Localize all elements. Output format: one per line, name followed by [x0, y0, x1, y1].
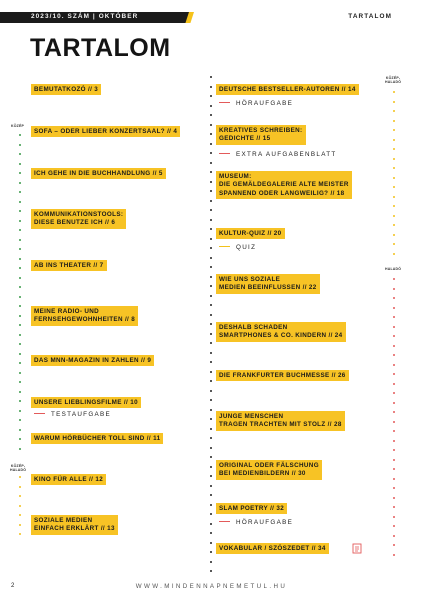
dot	[210, 371, 212, 373]
section-label: TARTALOM	[348, 13, 392, 20]
dot	[210, 200, 212, 202]
dot	[393, 487, 395, 489]
dot	[19, 381, 21, 383]
dot	[393, 449, 395, 451]
toc-entry-3[interactable]: BEMUTATKOZÓ // 3	[31, 84, 101, 95]
dot	[19, 438, 21, 440]
dot	[19, 191, 21, 193]
dot	[393, 139, 395, 141]
toc-entry-22[interactable]: WIE UNS SOZIALE MEDIEN BEEINFLUSSEN // 22	[216, 274, 320, 294]
dot	[393, 392, 395, 394]
toc-sub-extra-aufgabenblatt: EXTRA AUFGABENBLATT	[219, 151, 337, 158]
dot	[393, 478, 395, 480]
dot	[19, 533, 21, 535]
dot	[393, 205, 395, 207]
dot	[393, 468, 395, 470]
toc-entry-13[interactable]: SOZIALE MEDIEN EINFACH ERKLÄRT // 13	[31, 515, 118, 535]
toc-entry-14[interactable]: DEUTSCHE BESTSELLER-AUTOREN // 14	[216, 84, 359, 95]
dot	[210, 551, 212, 553]
toc-sub-quiz: QUIZ	[219, 244, 256, 251]
dot	[19, 486, 21, 488]
dot	[210, 570, 212, 572]
dot	[19, 163, 21, 165]
dot	[19, 210, 21, 212]
dot	[210, 314, 212, 316]
dot	[210, 152, 212, 154]
dot	[210, 399, 212, 401]
dot	[393, 554, 395, 556]
dot	[19, 372, 21, 374]
dot	[210, 380, 212, 382]
dot	[393, 158, 395, 160]
dot	[393, 430, 395, 432]
dot	[393, 316, 395, 318]
dot	[393, 307, 395, 309]
book-icon	[352, 543, 362, 554]
dot	[393, 373, 395, 375]
page-number: 2	[11, 583, 15, 589]
dot	[19, 334, 21, 336]
dot	[19, 495, 21, 497]
dot	[393, 364, 395, 366]
dot	[210, 105, 212, 107]
dot	[210, 133, 212, 135]
dot	[19, 248, 21, 250]
dot	[393, 383, 395, 385]
dot	[393, 506, 395, 508]
dot	[393, 288, 395, 290]
dot	[210, 285, 212, 287]
dot	[210, 190, 212, 192]
dot	[210, 86, 212, 88]
dot	[19, 524, 21, 526]
dot	[393, 278, 395, 280]
dot	[19, 239, 21, 241]
dot	[393, 544, 395, 546]
dot	[393, 148, 395, 150]
dot	[393, 110, 395, 112]
dot	[393, 215, 395, 217]
level-tag-kozep: KÖZÉP	[11, 124, 25, 128]
dot	[210, 219, 212, 221]
dot	[19, 258, 21, 260]
sub-dash	[219, 102, 230, 103]
toc-entry-32[interactable]: SLAM POETRY // 32	[216, 503, 287, 514]
dot	[19, 277, 21, 279]
dot	[19, 476, 21, 478]
dot	[393, 243, 395, 245]
dot	[210, 494, 212, 496]
dot	[393, 335, 395, 337]
sub-dash	[219, 153, 230, 154]
dot	[19, 172, 21, 174]
dot	[210, 361, 212, 363]
dot	[210, 485, 212, 487]
dot	[210, 390, 212, 392]
dot	[19, 505, 21, 507]
dot	[210, 114, 212, 116]
dot	[210, 228, 212, 230]
level-line-kozep-halado-left	[19, 476, 22, 536]
dot	[210, 76, 212, 78]
toc-entry-20[interactable]: KULTUR-QUIZ // 20	[216, 228, 285, 239]
dot	[210, 561, 212, 563]
sub-dash	[34, 413, 45, 414]
dot	[210, 124, 212, 126]
toc-entry-18[interactable]: MUSEUM: DIE GEMÄLDEGALERIE ALTE MEISTER SPANNEND ODER LANGWEILIG? // 18	[216, 171, 352, 199]
dot	[210, 418, 212, 420]
dot	[210, 171, 212, 173]
dot	[210, 352, 212, 354]
level-tag-kozep-halado-right: KÖZÉP- HALADÓ	[385, 76, 402, 85]
footer-url[interactable]: WWW.MINDENNAPNEMETUL.HU	[135, 583, 288, 590]
dot	[210, 409, 212, 411]
toc-entry-30[interactable]: ORIGINAL ODER FÄLSCHUNG BEI MEDIENBILDERN // 30	[216, 460, 322, 480]
sub-dash	[219, 521, 230, 522]
dot	[210, 276, 212, 278]
dot	[210, 504, 212, 506]
toc-entry-11[interactable]: WARUM HÖRBÜCHER TOLL SIND // 11	[31, 433, 163, 444]
dot	[393, 167, 395, 169]
dot	[19, 410, 21, 412]
dot	[210, 542, 212, 544]
dot	[19, 362, 21, 364]
toc-entry-34[interactable]: VOKABULAR / SZÓSZEDET // 34	[216, 543, 329, 554]
dot	[210, 523, 212, 525]
dot	[19, 305, 21, 307]
level-tag-kozep-halado-left: KÖZÉP- HALADÓ	[10, 464, 27, 473]
level-line-kozep-halado-right	[393, 91, 396, 261]
dot	[210, 143, 212, 145]
dot	[210, 428, 212, 430]
dot	[210, 238, 212, 240]
dot	[393, 326, 395, 328]
dot	[210, 295, 212, 297]
dot	[210, 181, 212, 183]
dot	[19, 229, 21, 231]
dot	[393, 411, 395, 413]
dot	[393, 297, 395, 299]
toc-entry-26[interactable]: DIE FRANKFURTER BUCHMESSE // 26	[216, 370, 349, 381]
dot	[19, 134, 21, 136]
dot	[19, 400, 21, 402]
dot	[393, 224, 395, 226]
dot	[393, 354, 395, 356]
dot	[19, 448, 21, 450]
dot	[19, 267, 21, 269]
dot	[19, 315, 21, 317]
dot	[210, 456, 212, 458]
dot	[393, 120, 395, 122]
dot	[19, 429, 21, 431]
dot	[393, 91, 395, 93]
dot	[393, 129, 395, 131]
dot	[393, 535, 395, 537]
toc-entry-10[interactable]: UNSERE LIEBLINGSFILME // 10	[31, 397, 141, 408]
dot	[19, 220, 21, 222]
dot	[19, 343, 21, 345]
dot	[210, 257, 212, 259]
dot	[393, 196, 395, 198]
toc-entry-8[interactable]: MEINE RADIO- UND FERNSEHGEWOHNHEITEN // 8	[31, 306, 138, 326]
dot	[19, 514, 21, 516]
dot	[210, 95, 212, 97]
dot	[210, 437, 212, 439]
dot	[19, 201, 21, 203]
dot	[19, 182, 21, 184]
dot	[210, 162, 212, 164]
dot	[210, 466, 212, 468]
toc-entry-9[interactable]: DAS MNN-MAGAZIN IN ZAHLEN // 9	[31, 355, 154, 366]
dot	[210, 304, 212, 306]
toc-sub-testaufgabe: TESTAUFGABE	[34, 411, 111, 418]
dot	[210, 475, 212, 477]
toc-entry-5[interactable]: ICH GEHE IN DIE BUCHHANDLUNG // 5	[31, 168, 166, 179]
toc-entry-7[interactable]: AB INS THEATER // 7	[31, 260, 107, 271]
toc-entry-4[interactable]: SOFA – ODER LIEBER KONZERTSAAL? // 4	[31, 126, 180, 137]
toc-entry-28[interactable]: JUNGE MENSCHEN TRAGEN TRACHTEN MIT STOLZ // 28	[216, 411, 345, 431]
dot	[19, 144, 21, 146]
dot	[210, 333, 212, 335]
dot	[19, 286, 21, 288]
dot	[210, 266, 212, 268]
dot	[393, 253, 395, 255]
dot	[210, 323, 212, 325]
dot	[393, 234, 395, 236]
dot	[393, 516, 395, 518]
column-divider	[210, 76, 213, 570]
toc-entry-24[interactable]: DESHALB SCHADEN SMARTPHONES & CO. KINDERN // 24	[216, 322, 346, 342]
dot	[19, 419, 21, 421]
dot	[210, 513, 212, 515]
dot	[19, 324, 21, 326]
dot	[393, 440, 395, 442]
toc-entry-15[interactable]: KREATIVES SCHREIBEN: GEDICHTE // 15	[216, 125, 306, 145]
dot	[19, 391, 21, 393]
dot	[393, 525, 395, 527]
dot	[210, 532, 212, 534]
toc-entry-12[interactable]: KINO FÜR ALLE // 12	[31, 474, 106, 485]
level-line-kozep	[19, 134, 22, 456]
dot	[393, 459, 395, 461]
dot	[210, 209, 212, 211]
toc-sub-horaufgabe-14: HÖRAUFGABE	[219, 100, 293, 107]
dot	[393, 402, 395, 404]
issue-label: 2023/10. SZÁM | OKTÓBER	[31, 13, 139, 20]
toc-entry-6[interactable]: KOMMUNIKATIONSTOOLS: DIESE BENUTZE ICH // 6	[31, 209, 126, 229]
dot	[210, 447, 212, 449]
dot	[393, 186, 395, 188]
page-title: TARTALOM	[30, 34, 171, 62]
sub-dash	[219, 246, 230, 247]
dot	[19, 153, 21, 155]
level-line-halado	[393, 278, 396, 556]
dot	[393, 177, 395, 179]
dot	[393, 421, 395, 423]
dot	[393, 497, 395, 499]
dot	[210, 342, 212, 344]
dot	[210, 247, 212, 249]
dot	[19, 353, 21, 355]
dot	[393, 101, 395, 103]
toc-sub-horaufgabe-32: HÖRAUFGABE	[219, 519, 293, 526]
dot	[393, 345, 395, 347]
dot	[19, 296, 21, 298]
level-tag-halado: HALADÓ	[385, 267, 402, 271]
